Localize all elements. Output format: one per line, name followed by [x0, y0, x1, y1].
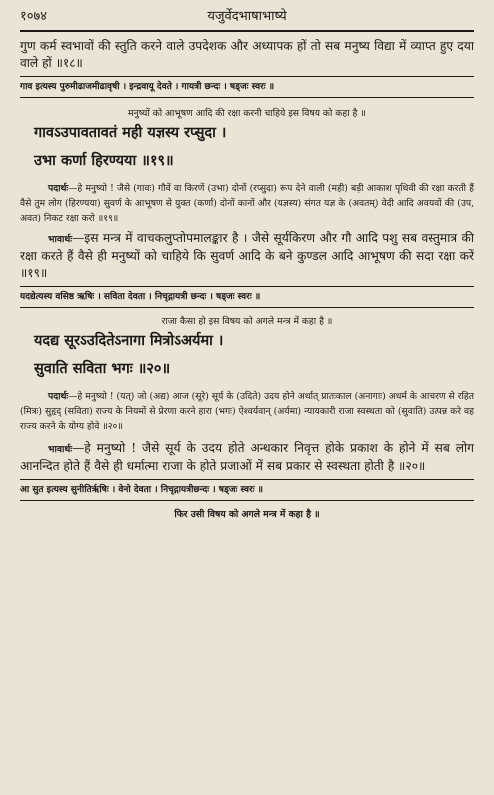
mantra-2-line-2: सुवाति सविता भगः ॥२०॥	[34, 360, 171, 377]
padartha-text: —हे मनुष्यो ! जैसे (गावः) गौवें वा किरणें (उभा) दोनों (रप्सुदा) रूप देने वाली (मही) बड़ी आकाश पृथिवी की रक्षा करती हैं वैसे तुम लोग (हिरण्यया) सुवर्ण के आभूषण से युक्त (कर्णा) दोनों कानों और (यज्ञस्य) संगत यज्ञ के (अवतम्) वेदी आदि अवयवों की (उप, अवत) निकट रक्षा करो ॥१९॥	[20, 183, 474, 224]
subject-line-2: राजा कैसा हो इस विषय को अगले मन्त्र में कहा है ॥	[161, 316, 333, 327]
mantra-1-line-1: गावऽउपावतावतं मही यज्ञस्य रप्सुदा ।	[34, 124, 227, 141]
mantra-1-line-2: उभा कर्णा हिरण्यया ॥१९॥	[34, 152, 174, 169]
padartha-label: पदार्थः	[48, 391, 69, 402]
padartha-text: —हे मनुष्यो ! (यत्) जो (अद्य) आज (सूरे) सूर्य के (उदिते) उदय होने अर्थात् प्रातःकाल (अनागाः) अधर्म के आचरण से रहित (मित्रः) सुहृद् (सविता) राज्य के नियमों से प्रेरणा करने हारा (भगः) ऐश्वर्यवान् (अर्यमा) न्यायकारी राजा स्वस्थता को (सुवाति) उत्पन्न करे वह राज्य करने के योग्य होवे ॥२०॥	[20, 391, 474, 432]
bhavartha-2	[20, 440, 474, 475]
bhavartha-1	[20, 230, 474, 282]
bhavartha-text: —इस मन्त्र में वाचकलुप्तोपमालङ्कार है । जैसे सूर्यकिरण और गौ आदि पशु सब वस्तुमात्र की रक्षा करते हैं वैसे ही मनुष्यों को चाहिये कि सुवर्ण आदि के बने कुण्डल आदि आभूषण की सदा रक्षा करें ॥१९॥	[20, 231, 474, 280]
mantra-2-line-1: यदद्य सूरऽउदितेऽनागा मित्रोऽअर्यमा ।	[34, 332, 224, 349]
bhavartha-label: भावार्थः	[48, 234, 73, 245]
subject-line-3: फिर उसी विषय को अगले मन्त्र में कहा है ॥	[174, 509, 320, 520]
padartha-1	[20, 181, 474, 226]
meta-line-2: यदद्येत्यस्य वसिष्ठ ऋषिः । सविता देवता । निचृद्गायत्री छन्दः । षड्जः स्वरः ॥	[20, 292, 261, 302]
bhavartha-label: भावार्थः	[48, 444, 73, 455]
intro-text: गुण कर्म स्वभावों की स्तुति करने वाले उपदेशक और अध्यापक हों तो सब मनुष्य विद्या में व्याप्त हुए दया वाले हों ॥१८॥	[20, 39, 474, 70]
padartha-2	[20, 389, 474, 434]
page-number: १०७४	[20, 9, 48, 24]
subject-line-1: मनुष्यों को आभूषण आदि की रक्षा करनी चाहिये इस विषय को कहा है ॥	[128, 108, 366, 119]
running-title: यजुर्वेदभाषाभाष्ये	[207, 9, 287, 24]
padartha-label: पदार्थः	[48, 183, 69, 194]
meta-line-1: गाव इत्यस्य पुरुमीढाजमीढावृषी । इन्द्रवायू देवते । गायत्री छन्दः । षड्जः स्वरः ॥	[20, 82, 275, 92]
meta-line-3: आ सुत इत्यस्य सुनीतिर्ऋषिः । वेनो देवता । निचृद्गायत्रीछन्दः । षड्जः स्वरः ॥	[20, 485, 263, 495]
bhavartha-text: —हे मनुष्यो ! जैसे सूर्य के उदय होते अन्धकार निवृत्त होके प्रकाश के होने में सब लोग आनन्दित होते हैं वैसे ही धर्मात्मा राजा के होते प्रजाओं में सब प्रकार से स्वस्थता होती है ॥२०॥	[20, 441, 474, 473]
page-header	[20, 0, 474, 26]
